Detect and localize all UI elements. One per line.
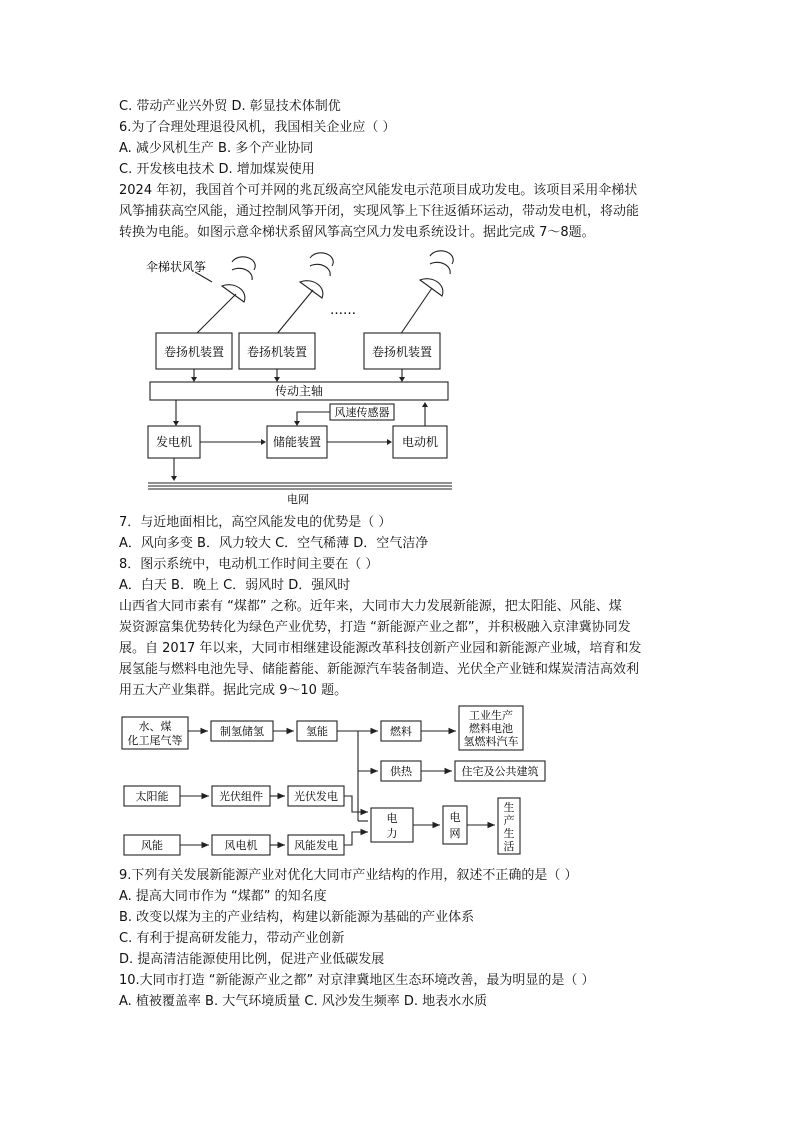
hydrogen-source-label: 水、煤	[138, 720, 172, 733]
passage2-line: 炭资源富集优势转化为绿色产业优势，打造 “新能源产业之都”，并积极融入京津冀协同发	[119, 620, 631, 635]
q6-options-cd: C. 开发核电技术 D. 增加煤炭使用	[119, 162, 315, 177]
q9-option-a: A. 提高大同市作为 “煤都” 的知名度	[119, 889, 327, 904]
production-life-label: 产	[503, 814, 515, 827]
fuel-use-label: 燃料电池	[469, 722, 513, 735]
q5-options-cd: C. 带动产业兴外贸 D. 彰显技术体制优	[119, 99, 341, 114]
q8-stem: 8．图示系统中，电动机工作时间主要在（ ）	[119, 557, 379, 572]
production-life-label: 生	[503, 827, 515, 840]
fuel-label: 燃料	[390, 725, 412, 738]
q7-options: A．风向多变 B．风力较大 C．空气稀薄 D．空气洁净	[119, 536, 429, 551]
generator-label: 发电机	[155, 435, 193, 449]
grid-label: 电网	[287, 493, 309, 506]
passage1-line: 风筝捕获高空风能，通过控制风筝开闭，实现风筝上下往返循环运动，带动发电机，将动能	[119, 204, 640, 219]
solar-label: 太阳能	[135, 790, 169, 803]
q6-options-ab: A. 减少风机生产 B. 多个产业协同	[119, 141, 314, 156]
winch-label: 卷扬机装置	[371, 345, 433, 359]
passage2-line: 用五大产业集群。据此完成 9～10 题。	[119, 683, 348, 698]
fuel-use-label: 工业生产	[469, 709, 513, 722]
kite-label: 伞梯状风筝	[146, 260, 207, 274]
q9-option-b: B. 改变以煤为主的产业结构，构建以新能源为基础的产业体系	[119, 910, 475, 925]
motor-label: 电动机	[401, 435, 439, 449]
building-label: 住宅及公共建筑	[461, 765, 539, 778]
passage2-line: 山西省大同市素有 “煤都” 之称。近年来，大同市大力发展新能源，把太阳能、风能、煤	[119, 599, 622, 614]
q9-stem: 9.下列有关发展新能源产业对优化大同市产业结构的作用，叙述不正确的是（ ）	[119, 868, 578, 883]
q9-option-d: D. 提高清洁能源使用比例，促进产业低碳发展	[119, 952, 385, 967]
wind-sensor-label: 风速传感器	[334, 406, 390, 419]
pv-module-label: 光伏组件	[219, 790, 263, 803]
power-grid-label: 电	[449, 811, 461, 824]
production-life-label: 活	[503, 840, 515, 853]
q9-option-c: C. 有利于提高研发能力，带动产业创新	[119, 931, 345, 946]
hydrogen-production-label: 制氢储氢	[220, 725, 264, 738]
heating-label: 供热	[390, 765, 412, 778]
q10-options: A. 植被覆盖率 B. 大气环境质量 C. 风沙发生频率 D. 地表水水质	[119, 994, 488, 1009]
q6-stem: 6.为了合理处理退役风机，我国相关企业应（ ）	[119, 120, 396, 135]
storage-label: 储能装置	[272, 435, 322, 449]
power-grid-label: 网	[449, 827, 461, 840]
drive-shaft-label: 传动主轴	[274, 384, 324, 398]
q7-stem: 7．与近地面相比，高空风能发电的优势是（ ）	[119, 515, 392, 530]
winch-label: 卷扬机装置	[163, 345, 225, 359]
winch-label: 卷扬机装置	[246, 345, 308, 359]
fuel-use-label: 氢燃料汽车	[463, 735, 519, 748]
pv-power-label: 光伏发电	[294, 790, 338, 803]
passage1-line: 转换为电能。如图示意伞梯状系留风筝高空风力发电系统设计。据此完成 7～8题。	[119, 225, 595, 240]
passage2-line: 展氢能与燃料电池先导、储能蓄能、新能源汽车装备制造、光伏全产业链和煤炭清洁高效利	[119, 662, 640, 677]
electricity-label: 力	[386, 827, 398, 840]
wind-label: 风能	[141, 839, 163, 852]
q8-options: A．白天 B．晚上 C．弱风时 D．强风时	[119, 578, 351, 593]
hydrogen-energy-label: 氢能	[306, 725, 328, 738]
electricity-label: 电	[386, 812, 398, 825]
q10-stem: 10.大同市打造 “新能源产业之都” 对京津冀地区生态环境改善，最为明显的是（ ）	[119, 973, 595, 988]
wind-power-label: 风能发电	[294, 839, 338, 852]
wind-turbine-label: 风电机	[224, 839, 258, 852]
passage1-line: 2024 年初，我国首个可并网的兆瓦级高空风能发电示范项目成功发电。该项目采用伞梯状	[119, 183, 638, 198]
production-life-label: 生	[503, 801, 515, 814]
passage2-line: 展。自 2017 年以来，大同市相继建设能源改革科技创新产业园和新能源产业城，培育和发	[119, 641, 642, 656]
ellipsis-dots: ……	[330, 303, 356, 318]
hydrogen-source-label: 化工尾气等	[127, 734, 183, 747]
